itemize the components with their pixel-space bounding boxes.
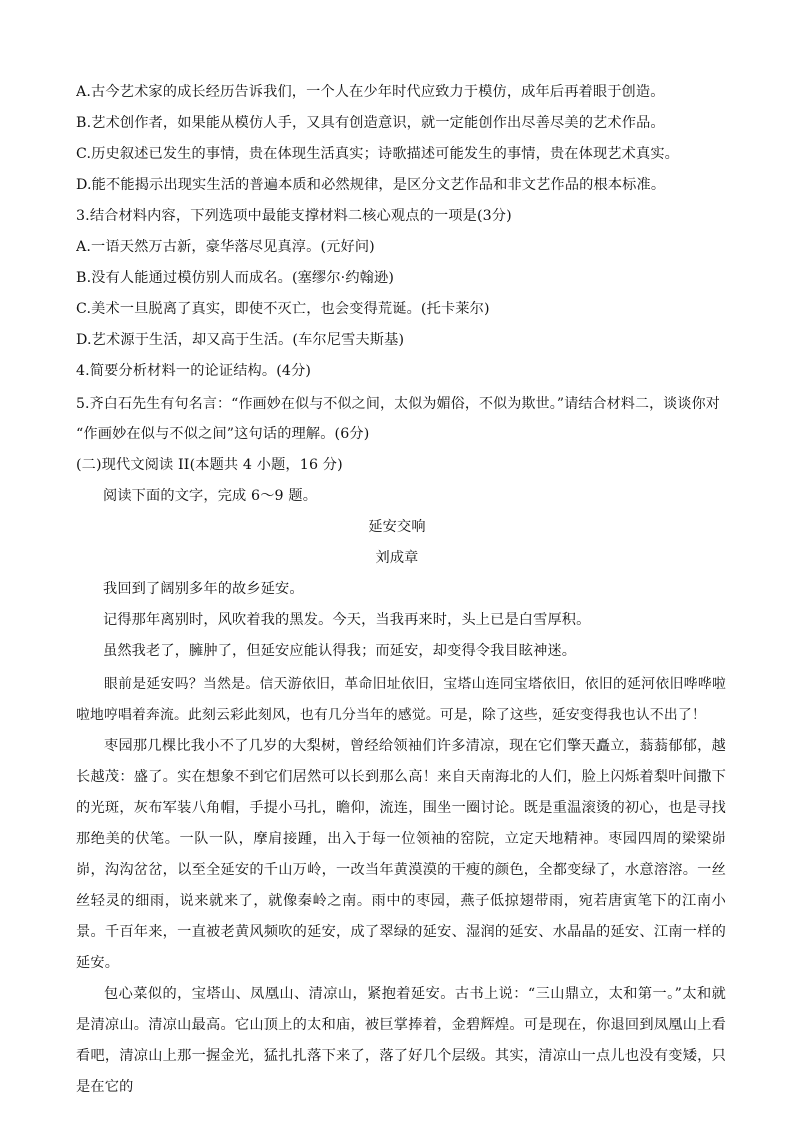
article-paragraph-6: 包心菜似的，宝塔山、凤凰山、清凉山，紧抱着延安。古书上说：“三山鼎立，太和第一。”太和就是清凉山。清凉山最高。它山顶上的太和庙，被巨掌捧着，金碧辉煌。可是现在，你退回到凤凰山上看看吧，清凉山上那一握金光，猛扎扎落下来了，落了好几个层级。其实，清凉山一点儿也没有变矮，只是在它的	[76, 986, 726, 1095]
question-4: 4.简要分析材料一的论证结构。(4分)	[76, 363, 312, 379]
option-3b: B.没有人能通过模仿别人而成名。(塞缪尔·约翰逊)	[76, 270, 395, 286]
question-5-line1: 5.齐白石先生有句名言：“作画妙在似与不似之间，太似为媚俗，不似为欺世。”请结合材料二，谈谈你对	[76, 396, 720, 412]
option-3d: D.艺术源于生活，却又高于生活。(车尔尼雪夫斯基)	[76, 332, 405, 348]
option-2c: C.历史叙述已发生的事情，贵在体现生活真实；诗歌描述可能发生的事情，贵在体现艺术真实。	[76, 146, 679, 162]
option-3a: A.一语天然万古新，豪华落尽见真淳。(元好问)	[76, 239, 375, 255]
article-title: 延安交响	[368, 519, 426, 535]
question-3-stem: 3.结合材料内容，下列选项中最能支撑材料二核心观点的一项是(3分)	[76, 208, 512, 224]
article-paragraph-1: 我回到了阔别多年的故乡延安。	[103, 581, 304, 597]
option-2b: B.艺术创作者，如果能从模仿人手，又具有创造意识，就一定能创作出尽善尽美的艺术作品。	[76, 115, 665, 131]
article-paragraph-4: 眼前是延安吗？当然是。信天游依旧，革命旧址依旧，宝塔山连同宝塔依旧，依旧的延河依旧哗哗啦啦地哼唱着奔流。此刻云彩此刻风，也有几分当年的感觉。可是，除了这些，延安变得我也认不出了！	[76, 676, 726, 723]
option-3c: C.美术一旦脱离了真实，即使不灭亡，也会变得荒诞。(托卡莱尔)	[76, 301, 490, 317]
section-heading: (二)现代文阅读 II(本题共 4 小题，16 分)	[76, 457, 343, 473]
article-paragraph-5: 枣园那几棵比我小不了几岁的大梨树，曾经给领袖们许多清凉，现在它们擎天矗立，蓊蓊郁郁，越长越茂：盛了。实在想象不到它们居然可以长到那么高！来自天南海北的人们，脸上闪烁着梨叶间撒下的光斑，灰布军装八角帽，手提小马扎，瞻仰，流连，围坐一圈讨论。既是重温滚烫的初心，也是寻找那绝美的伏笔。一队一队，摩肩接踵，出入于每一位领袖的窑院，立定天地精神。枣园四周的梁梁峁峁，沟沟岔岔，以至全延安的千山万岭，一改当年黄漠漠的干瘦的颜色，全都变绿了，水意溶溶。一丝丝轻灵的细雨，说来就来了，就像秦岭之南。雨中的枣园，燕子低掠翅带雨，宛若唐寅笔下的江南小景。千百年来，一直被老黄风频吹的延安，成了翠绿的延安、湿润的延安、水晶晶的延安、江南一样的延安。	[76, 738, 726, 971]
question-5-line2: “作画妙在似与不似之间”这句话的理解。(6分)	[76, 426, 370, 442]
section-instruction: 阅读下面的文字，完成 6～9 题。	[103, 488, 318, 504]
article-author: 刘成章	[375, 550, 419, 566]
option-2a: A.古今艺术家的成长经历告诉我们，一个人在少年时代应致力于模仿，成年后再着眼于创造。	[76, 84, 665, 100]
article-paragraph-2: 记得那年离别时，风吹着我的黑发。今天，当我再来时，头上已是白雪厚积。	[103, 612, 591, 628]
article-paragraph-3: 虽然我老了，臃肿了，但延安应能认得我；而延安，却变得令我目眩神迷。	[103, 643, 577, 659]
option-2d: D.能不能揭示出现实生活的普遍本质和必然规律，是区分文艺作品和非文艺作品的根本标准。	[76, 177, 666, 193]
